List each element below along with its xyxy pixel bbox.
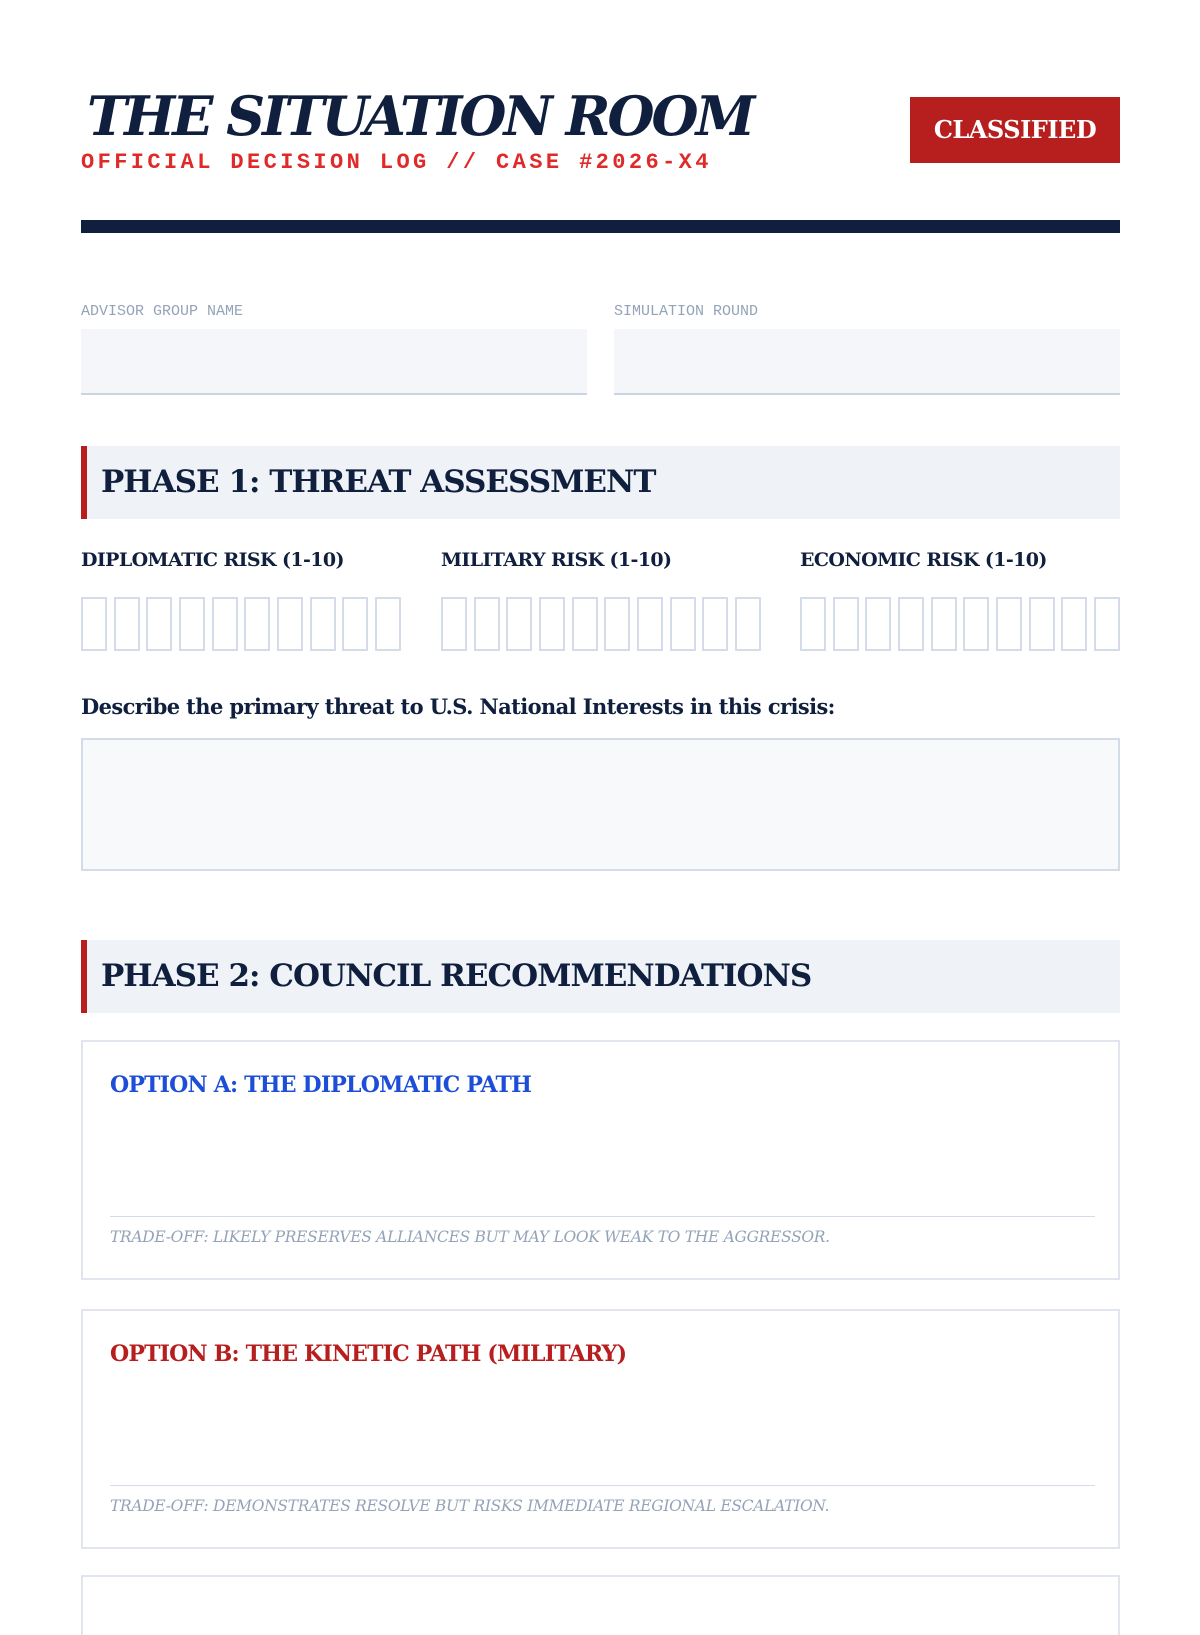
economic-risk-label: ECONOMIC RISK (1-10) — [800, 549, 1047, 571]
military-risk-box[interactable] — [572, 597, 598, 651]
risk-ratings — [81, 547, 1120, 657]
economic-risk-box[interactable] — [1029, 597, 1055, 651]
military-risk-box[interactable] — [670, 597, 696, 651]
economic-risk-box[interactable] — [931, 597, 957, 651]
economic-risk-box[interactable] — [833, 597, 859, 651]
header — [81, 0, 1120, 240]
option-b-tradeoff: TRADE-OFF: DEMONSTRATES RESOLVE BUT RISKS IMMEDIATE REGIONAL ESCALATION. — [110, 1497, 830, 1515]
advisor-group-field — [81, 303, 587, 395]
decision-log-page — [81, 0, 1120, 1515]
option-a-tradeoff: TRADE-OFF: LIKELY PRESERVES ALLIANCES BUT MAY LOOK WEAK TO THE AGGRESSOR. — [110, 1228, 830, 1246]
military-risk-scale — [441, 597, 761, 651]
diplomatic-risk-label: DIPLOMATIC RISK (1-10) — [81, 549, 344, 571]
economic-risk-box[interactable] — [1094, 597, 1120, 651]
economic-risk-box[interactable] — [898, 597, 924, 651]
military-risk-box[interactable] — [474, 597, 500, 651]
page-title: THE SITUATION ROOM — [87, 84, 753, 148]
simulation-round-field — [614, 303, 1120, 395]
military-risk-box[interactable] — [637, 597, 663, 651]
phase1-header — [81, 446, 1120, 519]
phase2-title: PHASE 2: COUNCIL RECOMMENDATIONS — [101, 958, 812, 994]
diplomatic-risk — [81, 547, 401, 573]
economic-risk-box[interactable] — [1061, 597, 1087, 651]
option-c-card — [81, 1575, 1120, 1635]
military-risk-box[interactable] — [441, 597, 467, 651]
diplomatic-risk-box[interactable] — [179, 597, 205, 651]
military-risk-box[interactable] — [506, 597, 532, 651]
threat-prompt: Describe the primary threat to U.S. National Interests in this crisis: — [81, 694, 835, 719]
military-risk-box[interactable] — [539, 597, 565, 651]
option-a-title: OPTION A: THE DIPLOMATIC PATH — [110, 1072, 532, 1098]
option-a-input[interactable] — [110, 1112, 1095, 1217]
diplomatic-risk-box[interactable] — [375, 597, 401, 651]
military-risk-box[interactable] — [702, 597, 728, 651]
military-risk-label: MILITARY RISK (1-10) — [441, 549, 672, 571]
option-b-card — [81, 1309, 1120, 1549]
phase2-header — [81, 940, 1120, 1013]
option-a-card — [81, 1040, 1120, 1280]
simulation-round-input[interactable] — [614, 329, 1120, 395]
simulation-round-label: SIMULATION ROUND — [614, 303, 759, 320]
economic-risk-box[interactable] — [865, 597, 891, 651]
military-risk-box[interactable] — [735, 597, 761, 651]
economic-risk-box[interactable] — [996, 597, 1022, 651]
diplomatic-risk-box[interactable] — [146, 597, 172, 651]
military-risk — [441, 547, 761, 573]
diplomatic-risk-box[interactable] — [277, 597, 303, 651]
economic-risk-scale — [800, 597, 1120, 651]
option-b-input[interactable] — [110, 1381, 1095, 1486]
military-risk-box[interactable] — [604, 597, 630, 651]
advisor-group-input[interactable] — [81, 329, 587, 395]
header-divider — [81, 220, 1120, 233]
diplomatic-risk-scale — [81, 597, 401, 651]
option-b-title: OPTION B: THE KINETIC PATH (MILITARY) — [110, 1341, 627, 1367]
threat-description-input[interactable] — [81, 738, 1120, 871]
diplomatic-risk-box[interactable] — [212, 597, 238, 651]
diplomatic-risk-box[interactable] — [114, 597, 140, 651]
diplomatic-risk-box[interactable] — [342, 597, 368, 651]
advisor-group-label: ADVISOR GROUP NAME — [81, 303, 244, 320]
economic-risk — [800, 547, 1120, 573]
classified-badge: CLASSIFIED — [910, 97, 1120, 163]
economic-risk-box[interactable] — [963, 597, 989, 651]
economic-risk-box[interactable] — [800, 597, 826, 651]
diplomatic-risk-box[interactable] — [81, 597, 107, 651]
meta-fields — [81, 303, 1120, 393]
page-subtitle: OFFICIAL DECISION LOG // CASE #2026-X4 — [81, 150, 712, 175]
phase1-title: PHASE 1: THREAT ASSESSMENT — [101, 464, 656, 500]
diplomatic-risk-box[interactable] — [310, 597, 336, 651]
diplomatic-risk-box[interactable] — [244, 597, 270, 651]
